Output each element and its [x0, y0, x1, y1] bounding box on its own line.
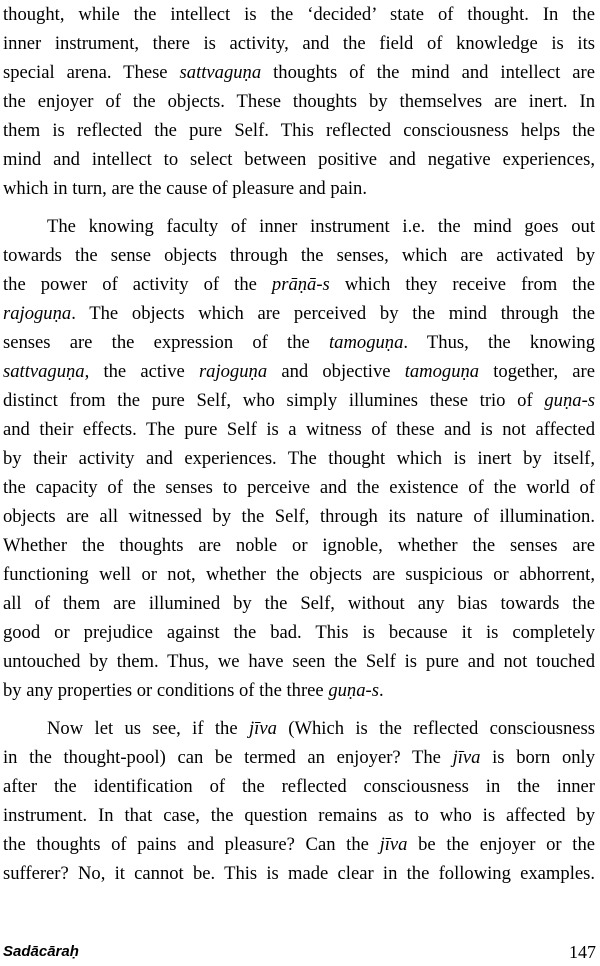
page-number: 147 — [569, 942, 596, 962]
paragraph-2-line-8: and their effects. The pure Self is a witness of these and is not affected — [3, 419, 595, 440]
book-title-footer: Sadācāraḥ — [3, 943, 79, 960]
paragraph-1-line-2: inner instrument, there is activity, and the field of knowledge is its — [3, 33, 595, 54]
paragraph-2-line-6: sattvaguṇa, the active rajoguṇa and objective tamoguṇa together, are — [3, 361, 595, 382]
paragraph-2-line-3: the power of activity of the prāṇā-s which they receive from the — [3, 274, 595, 295]
paragraph-2-line-17: by any properties or conditions of the three guṇa-s. — [3, 680, 384, 701]
paragraph-3-line-6: sufferer? No, it cannot be. This is made clear in the following examples. — [3, 863, 595, 884]
paragraph-2-line-14: all of them are illumined by the Self, without any bias towards the — [3, 593, 595, 614]
paragraph-2-line-11: objects are all witnessed by the Self, through its nature of illumination. — [3, 506, 595, 527]
paragraph-1-line-5: them is reflected the pure Self. This reflected consciousness helps the — [3, 120, 595, 141]
paragraph-3-line-4: instrument. In that case, the question remains as to who is affected by — [3, 805, 595, 826]
paragraph-3-line-1: Now let us see, if the jīva (Which is the reflected consciousness — [47, 718, 595, 739]
paragraph-2-line-13: functioning well or not, whether the objects are suspicious or abhorrent, — [3, 564, 595, 585]
paragraph-3-line-5: the thoughts of pains and pleasure? Can the jīva be the enjoyer or the — [3, 834, 596, 855]
paragraph-1-line-3: special arena. These sattvaguṇa thoughts of the mind and intellect are — [3, 62, 595, 83]
paragraph-1-line-7: which in turn, are the cause of pleasure and pain. — [3, 178, 367, 199]
paragraph-1-line-4: the enjoyer of the objects. These thoughts by themselves are inert. In — [3, 91, 595, 112]
paragraph-2-line-7: distinct from the pure Self, who simply illumines these trio of guṇa-s — [3, 390, 595, 411]
paragraph-2-line-4: rajoguṇa. The objects which are perceived by the mind through the — [3, 303, 595, 324]
paragraph-3-line-2: in the thought-pool) can be termed an enjoyer? The jīva is born only — [3, 747, 595, 768]
paragraph-2-line-15: good or prejudice against the bad. This is because it is completely — [3, 622, 595, 643]
paragraph-2-line-5: senses are the expression of the tamoguṇa. Thus, the knowing — [3, 332, 595, 353]
paragraph-2-line-2: towards the sense objects through the senses, which are activated by — [3, 245, 595, 266]
paragraph-2-line-1: The knowing faculty of inner instrument i.e. the mind goes out — [47, 216, 595, 237]
paragraph-2-line-16: untouched by them. Thus, we have seen the Self is pure and not touched — [3, 651, 595, 672]
paragraph-2-line-10: the capacity of the senses to perceive and the existence of the world of — [3, 477, 595, 498]
paragraph-1-line-6: mind and intellect to select between positive and negative experiences, — [3, 149, 595, 170]
paragraph-1-line-1: thought, while the intellect is the ‘decided’ state of thought. In the — [3, 4, 595, 25]
paragraph-2-line-9: by their activity and experiences. The thought which is inert by itself, — [3, 448, 595, 469]
paragraph-3-line-3: after the identification of the reflected consciousness in the inner — [3, 776, 595, 797]
paragraph-2-line-12: Whether the thoughts are noble or ignoble, whether the senses are — [3, 535, 595, 556]
